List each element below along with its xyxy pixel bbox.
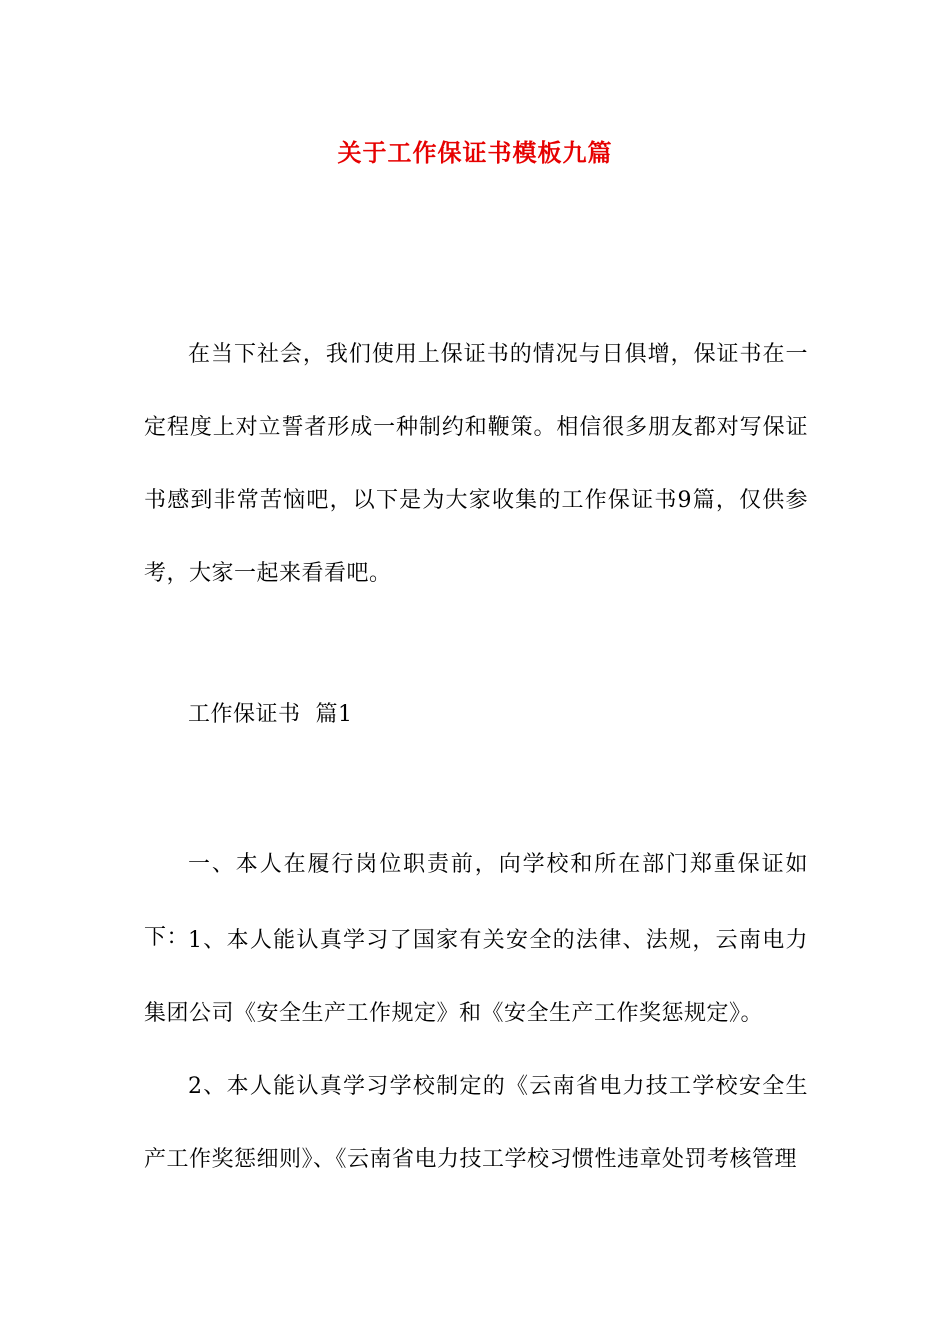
body-paragraph: 2、本人能认真学习学校制定的《云南省电力技工学校安全生产工作奖惩细则》、《云南省电力技工学校习惯性违章处罚考核管理 xyxy=(144,1074,808,1172)
section-heading: 工作保证书 篇1 xyxy=(188,702,353,727)
intro-paragraph: 在当下社会，我们使用上保证书的情况与日俱增，保证书在一定程度上对立誓者形成一种制约和鞭策。相信很多朋友都对写保证书感到非常苦恼吧，以下是为大家收集的工作保证书9篇，仅供参考，大家一起来看看吧。 xyxy=(144,342,808,586)
document-title: 关于工作保证书模板九篇 xyxy=(337,139,613,167)
body-paragraph: 一、本人在履行岗位职责前，向学校和所在部门郑重保证如下： xyxy=(144,852,808,950)
body-paragraph: 1、本人能认真学习了国家有关安全的法律、法规，云南电力集团公司《安全生产工作规定》和《安全生产工作奖惩规定》。 xyxy=(144,928,808,1026)
